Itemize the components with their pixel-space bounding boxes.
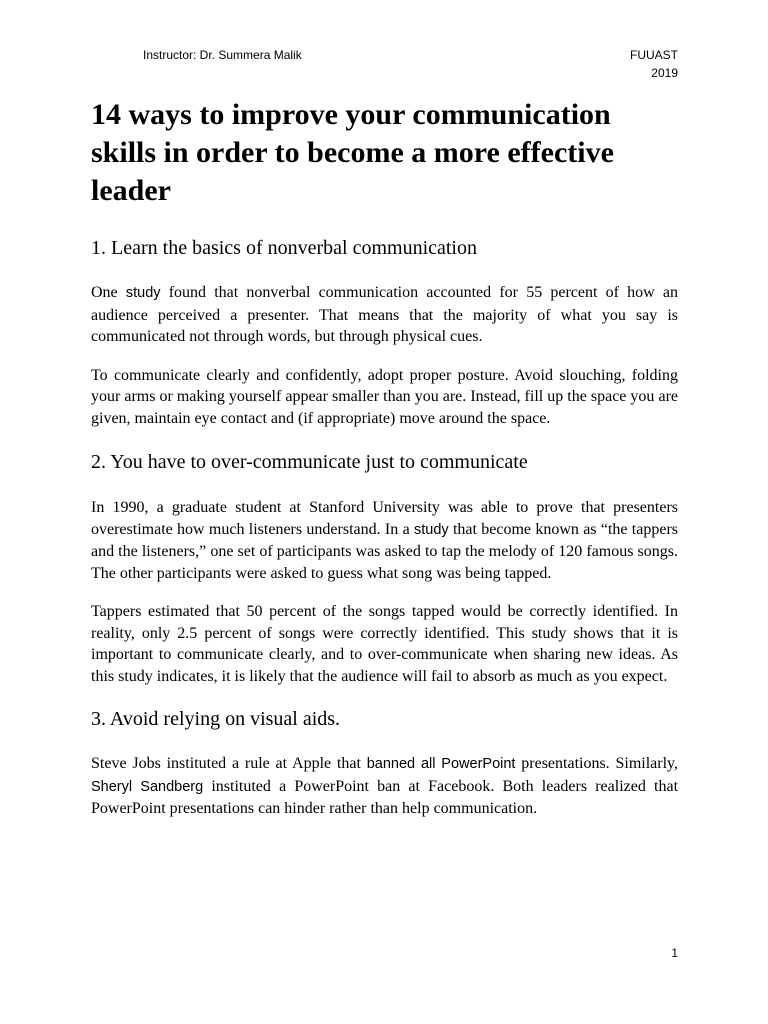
sheryl-sandberg-link[interactable]: Sheryl Sandberg <box>91 778 204 795</box>
document-body <box>91 96 678 820</box>
section-1-paragraph-2: To communicate clearly and confidently, adopt proper posture. Avoid slouching, folding your arms or making yourself appear smaller than you are. Instead, fill up the space you are given, maintain eye contact and (if appropriate) move around the space. <box>91 366 678 427</box>
paragraph-text: found that nonverbal communication accounted for 55 percent of how an audience perceived a presenter. That means that the majority of what you say is communicated not through words, but through physical cues. <box>91 284 679 345</box>
section-2-paragraph-2: Tappers estimated that 50 percent of the songs tapped would be correctly identified. In reality, only 2.5 percent of songs were correctly identified. This study shows that it is important to communicate clearly, and to over-communicate when sharing new ideas. As this study indicates, it is likely that the audience will fail to absorb as much as you expect. <box>91 603 678 685</box>
study-link[interactable]: study <box>125 285 161 301</box>
paragraph-text: One <box>91 284 126 301</box>
page-number: 1 <box>671 946 678 960</box>
paragraph-text: Steve Jobs instituted a rule at Apple that <box>91 755 367 772</box>
header-year: 2019 <box>651 66 678 80</box>
paragraph-text: instituted a PowerPoint ban at Facebook. Both leaders realized that PowerPoint presentations can hinder rather than help communication. <box>91 777 679 817</box>
paragraph-text: In 1990, a graduate student at Stanford University was able to prove that presenters overestimate how much listeners understand. In a <box>91 499 678 538</box>
document-title: 14 ways to improve your communication skills in order to become a more effective leader <box>91 98 614 207</box>
section-heading-2: 2. You have to over-communicate just to communicate <box>91 451 528 473</box>
paragraph-text: that become known as “the tappers and the listeners,” one set of participants was asked to tap the melody of 120 famous songs. The other participants were asked to guess what song was being tapped. <box>91 520 679 582</box>
section-heading-1: 1. Learn the basics of nonverbal communication <box>91 237 477 259</box>
header-right <box>630 46 678 82</box>
section-heading-3: 3. Avoid relying on visual aids. <box>91 708 341 730</box>
instructor-name: Instructor: Dr. Summera Malik <box>143 48 302 62</box>
section-1-paragraph-1 <box>91 282 678 348</box>
section-3-paragraph-1 <box>91 753 678 820</box>
paragraph-text: presentations. Similarly, <box>515 755 678 772</box>
section-2-paragraph-1 <box>91 497 678 584</box>
study-link[interactable]: study <box>413 521 449 538</box>
institution-name: FUUAST <box>630 48 678 62</box>
powerpoint-ban-link[interactable]: banned all PowerPoint <box>366 756 516 772</box>
